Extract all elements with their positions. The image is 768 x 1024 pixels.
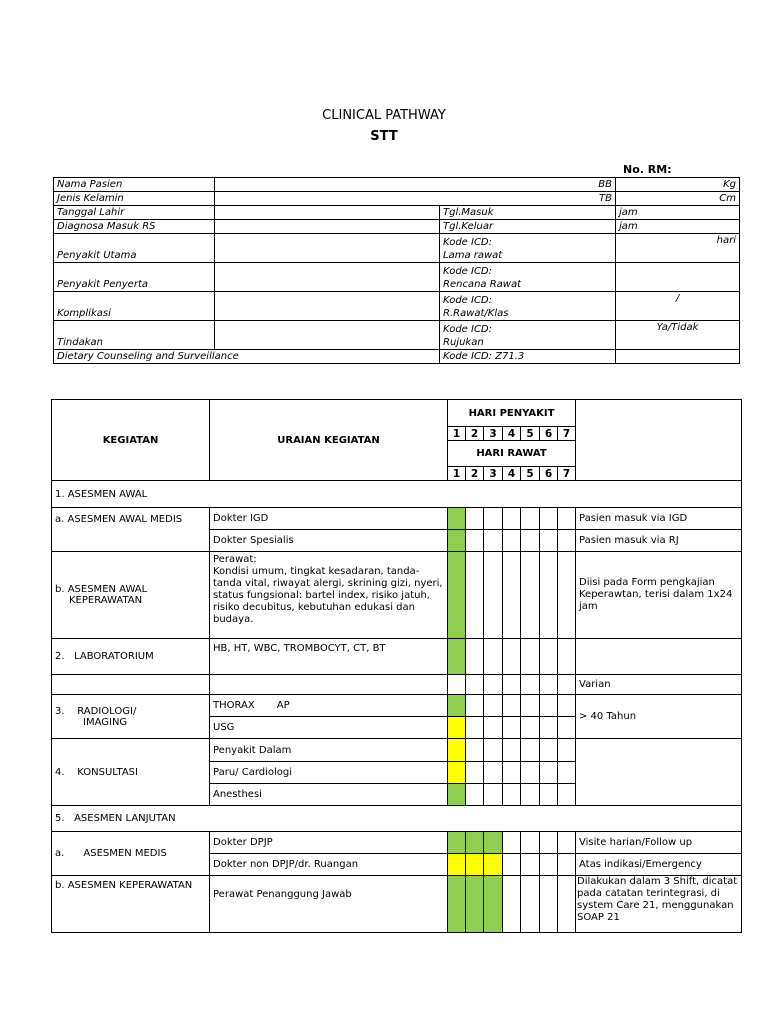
cell-empty — [540, 695, 558, 717]
cell-yellow — [448, 854, 466, 876]
cell-empty — [503, 854, 521, 876]
cell-empty — [540, 739, 558, 762]
label-radiologi — [52, 695, 210, 739]
cell-yellow — [466, 854, 484, 876]
header-kegiatan: KEGIATAN — [52, 400, 210, 481]
value-komplikasi — [215, 292, 440, 321]
cell-empty — [521, 854, 540, 876]
header-uraian: URAIAN KEGIATAN — [210, 400, 448, 481]
cell-empty — [540, 717, 558, 739]
label-penyakit-utama: Penyakit Utama — [54, 234, 215, 263]
cell-kode-icd-rencana — [440, 263, 616, 292]
note-varian: Varian — [576, 675, 742, 695]
cell-empty — [558, 639, 576, 675]
note-perawat-pj: Dilakukan dalam 3 Shift, dicatat pada catatan terintegrasi, di system Care 21, menggunakan SOAP 21 — [576, 876, 742, 933]
label-line — [55, 706, 206, 717]
day-number: 3 — [484, 427, 503, 441]
value-penyakit-utama — [215, 234, 440, 263]
note-perawat: Diisi pada Form pengkajian Keperawtan, terisi dalam 1x24 jam — [576, 552, 742, 639]
cell-empty — [521, 832, 540, 854]
item-perawat: Perawat: Kondisi umum, tingkat kesadaran, tanda-tanda vital, riwayat alergi, skrining gizi, nyeri, status fungsional: bartel index, risiko jatuh, risiko decubitus, kebutuhan edukasi dan budaya. — [210, 552, 448, 639]
cell-empty — [503, 876, 521, 933]
day-number: 6 — [540, 467, 558, 481]
cell-empty — [466, 639, 484, 675]
cell-empty — [484, 508, 503, 530]
cell-empty — [540, 675, 558, 695]
day-number: 4 — [503, 427, 521, 441]
cell-yellow — [448, 762, 466, 784]
cell-yellow — [448, 739, 466, 762]
note-rj: Pasien masuk via RJ — [576, 530, 742, 552]
label-rawat-klas: R.Rawat/Klas — [443, 308, 509, 319]
label-asesmen-awal-keperawatan — [52, 552, 210, 639]
item-lab: HB, HT, WBC, TROMBOCYT, CT, BT — [210, 639, 448, 675]
day-number: 6 — [540, 427, 558, 441]
item-usg: USG — [210, 717, 448, 739]
label-ya-tidak: Ya/Tidak — [616, 321, 740, 350]
label-kode-icd: Kode ICD: — [443, 324, 492, 335]
label-line: KEPERAWATAN — [69, 595, 143, 606]
section-asesmen-awal: 1. ASESMEN AWAL — [52, 481, 742, 508]
cell-empty — [521, 762, 540, 784]
cell-empty — [503, 675, 521, 695]
note-usg: > 40 Tahun — [576, 695, 742, 739]
note-non-dpjp: Atas indikasi/Emergency — [576, 854, 742, 876]
header-hari-penyakit: HARI PENYAKIT — [448, 400, 576, 427]
day-number: 3 — [484, 467, 503, 481]
cell-empty — [503, 832, 521, 854]
label-a-num: a. — [55, 848, 65, 859]
item-dokter-dpjp: Dokter DPJP — [210, 832, 448, 854]
label-lab-num: 2. — [55, 651, 65, 662]
document-title: CLINICAL PATHWAY — [322, 108, 446, 123]
day-number: 5 — [521, 427, 540, 441]
cell-empty — [466, 508, 484, 530]
cell-empty — [466, 675, 484, 695]
cell-empty — [558, 876, 576, 933]
cell-empty — [503, 639, 521, 675]
day-number: 1 — [448, 427, 466, 441]
note-dpjp: Visite harian/Follow up — [576, 832, 742, 854]
cell-empty — [521, 695, 540, 717]
value-dietary — [616, 350, 740, 364]
cell-kode-icd-rujukan — [440, 321, 616, 350]
day-number: 2 — [466, 467, 484, 481]
label-tanggal-lahir: Tanggal Lahir — [54, 206, 215, 220]
cell-empty — [540, 639, 558, 675]
label-komplikasi: Komplikasi — [54, 292, 215, 321]
cell-empty — [558, 762, 576, 784]
cell-yellow — [448, 717, 466, 739]
item-penyakit-dalam: Penyakit Dalam — [210, 739, 448, 762]
header-hari-rawat: HARI RAWAT — [448, 441, 576, 467]
label-tgl-keluar: Tgl.Keluar — [440, 220, 616, 234]
cell-green — [448, 639, 466, 675]
value-tanggal-lahir — [215, 206, 440, 220]
cell-kode-icd-lama-rawat — [440, 234, 616, 263]
cell-empty — [558, 739, 576, 762]
cell-yellow — [484, 854, 503, 876]
cell-empty — [558, 530, 576, 552]
cell-green — [448, 530, 466, 552]
label-kode-icd-z71: Kode ICD: Z71.3 — [440, 350, 616, 364]
cell-empty — [52, 675, 210, 695]
cell-empty — [210, 675, 448, 695]
value-penyakit-penyerta — [215, 263, 440, 292]
clinical-pathway-table — [51, 399, 742, 933]
label-a-medis: ASESMEN MEDIS — [83, 848, 167, 859]
cell-empty — [503, 695, 521, 717]
cell-empty — [466, 784, 484, 806]
cell-empty — [484, 784, 503, 806]
cell-empty — [558, 717, 576, 739]
label-nama-pasien: Nama Pasien — [54, 178, 215, 192]
cell-empty — [540, 762, 558, 784]
label-tb: TB — [215, 192, 616, 206]
cell-empty — [466, 695, 484, 717]
label-kons-num: 4. — [55, 766, 65, 778]
label-asesmen-awal-medis: a. ASESMEN AWAL MEDIS — [52, 508, 210, 552]
cell-empty — [521, 530, 540, 552]
cell-empty — [503, 762, 521, 784]
value-rencana-rawat — [616, 263, 740, 292]
day-number: 1 — [448, 467, 466, 481]
section-asesmen-lanjutan: 5. ASESMEN LANJUTAN — [52, 806, 742, 832]
patient-info-table — [53, 177, 740, 364]
cell-empty — [540, 508, 558, 530]
label-rad-num: 3. — [55, 705, 65, 717]
cell-green — [448, 552, 466, 639]
cell-empty — [540, 854, 558, 876]
label-rad-2: IMAGING — [83, 716, 128, 728]
label-konsultasi — [52, 739, 210, 806]
label-jenis-kelamin: Jenis Kelamin — [54, 192, 215, 206]
cell-empty — [558, 508, 576, 530]
cell-empty — [558, 854, 576, 876]
header-notes — [576, 400, 742, 481]
item-thorax — [210, 695, 448, 717]
label-laboratorium — [52, 639, 210, 675]
cell-empty — [466, 552, 484, 639]
document-subtitle: STT — [370, 129, 398, 144]
item-dokter-spesialis: Dokter Spesialis — [210, 530, 448, 552]
cell-empty — [466, 762, 484, 784]
cell-empty — [503, 530, 521, 552]
cell-empty — [484, 639, 503, 675]
cell-empty — [484, 762, 503, 784]
cell-empty — [540, 552, 558, 639]
cell-empty — [521, 675, 540, 695]
cell-green — [484, 832, 503, 854]
label-bb: BB — [215, 178, 616, 192]
cell-empty — [558, 675, 576, 695]
cell-empty — [484, 552, 503, 639]
day-number: 7 — [558, 467, 576, 481]
cell-green — [448, 695, 466, 717]
label-lab: LABORATORIUM — [74, 651, 154, 662]
label-rujukan: Rujukan — [443, 337, 484, 348]
day-number: 4 — [503, 467, 521, 481]
cell-empty — [540, 876, 558, 933]
cell-empty — [503, 784, 521, 806]
cell-green — [448, 784, 466, 806]
label-kode-icd: Kode ICD: — [443, 295, 492, 306]
value-diagnosa — [215, 220, 440, 234]
cell-empty — [558, 832, 576, 854]
cell-empty — [558, 695, 576, 717]
label-tindakan: Tindakan — [54, 321, 215, 350]
note-konsultasi — [576, 739, 742, 806]
label-kg: Kg — [616, 178, 740, 192]
cell-empty — [484, 530, 503, 552]
cell-green — [448, 832, 466, 854]
cell-empty — [503, 508, 521, 530]
label-asesmen-keperawatan-lanjut: b. ASESMEN KEPERAWATAN — [52, 876, 210, 933]
cell-empty — [503, 552, 521, 639]
label-hari: hari — [616, 234, 740, 263]
cell-empty — [540, 784, 558, 806]
cell-empty — [484, 717, 503, 739]
cell-empty — [540, 832, 558, 854]
label-slash: / — [616, 292, 740, 321]
cell-empty — [503, 739, 521, 762]
cell-empty — [558, 552, 576, 639]
cell-empty — [521, 717, 540, 739]
item-dokter-igd: Dokter IGD — [210, 508, 448, 530]
label-jam-keluar: jam — [616, 220, 740, 234]
cell-empty — [521, 739, 540, 762]
cell-kode-icd-klas — [440, 292, 616, 321]
item-ap-label: AP — [276, 700, 290, 711]
cell-green — [484, 876, 503, 933]
label-kode-icd: Kode ICD: — [443, 266, 492, 277]
cell-empty — [466, 739, 484, 762]
cell-empty — [448, 675, 466, 695]
cell-green — [448, 876, 466, 933]
cell-empty — [484, 739, 503, 762]
cell-empty — [484, 695, 503, 717]
cell-empty — [503, 717, 521, 739]
note-igd: Pasien masuk via IGD — [576, 508, 742, 530]
label-tgl-masuk: Tgl.Masuk — [440, 206, 616, 220]
label-rad-1: RADIOLOGI/ — [77, 705, 137, 717]
label-penyakit-penyerta: Penyakit Penyerta — [54, 263, 215, 292]
label-cm: Cm — [616, 192, 740, 206]
cell-empty — [466, 530, 484, 552]
item-thorax-label: THORAX — [213, 700, 255, 711]
cell-green — [448, 508, 466, 530]
cell-empty — [484, 675, 503, 695]
day-number: 7 — [558, 427, 576, 441]
cell-green — [466, 832, 484, 854]
item-perawat-pj: Perawat Penanggung Jawab — [210, 876, 448, 933]
cell-empty — [521, 876, 540, 933]
cell-empty — [521, 784, 540, 806]
item-paru: Paru/ Cardiologi — [210, 762, 448, 784]
cell-empty — [521, 552, 540, 639]
label-rencana-rawat: Rencana Rawat — [443, 279, 522, 290]
cell-empty — [540, 530, 558, 552]
label-jam-masuk: jam — [616, 206, 740, 220]
note-lab — [576, 639, 742, 675]
item-anesthesi: Anesthesi — [210, 784, 448, 806]
label-kode-icd: Kode ICD: — [443, 237, 492, 248]
label-kons: KONSULTASI — [77, 766, 138, 778]
cell-empty — [521, 639, 540, 675]
cell-empty — [558, 784, 576, 806]
cell-green — [466, 876, 484, 933]
item-dokter-non-dpjp: Dokter non DPJP/dr. Ruangan — [210, 854, 448, 876]
value-tindakan — [215, 321, 440, 350]
label-diagnosa: Diagnosa Masuk RS — [54, 220, 215, 234]
no-rm-label: No. RM: — [623, 163, 672, 176]
cell-empty — [466, 717, 484, 739]
label-lama-rawat: Lama rawat — [443, 250, 503, 261]
cell-empty — [521, 508, 540, 530]
label-dietary: Dietary Counseling and Surveillance — [54, 350, 440, 364]
day-number: 5 — [521, 467, 540, 481]
day-number: 2 — [466, 427, 484, 441]
label-asesmen-medis-lanjut — [52, 832, 210, 876]
label-line: b. ASESMEN AWAL — [55, 584, 148, 595]
